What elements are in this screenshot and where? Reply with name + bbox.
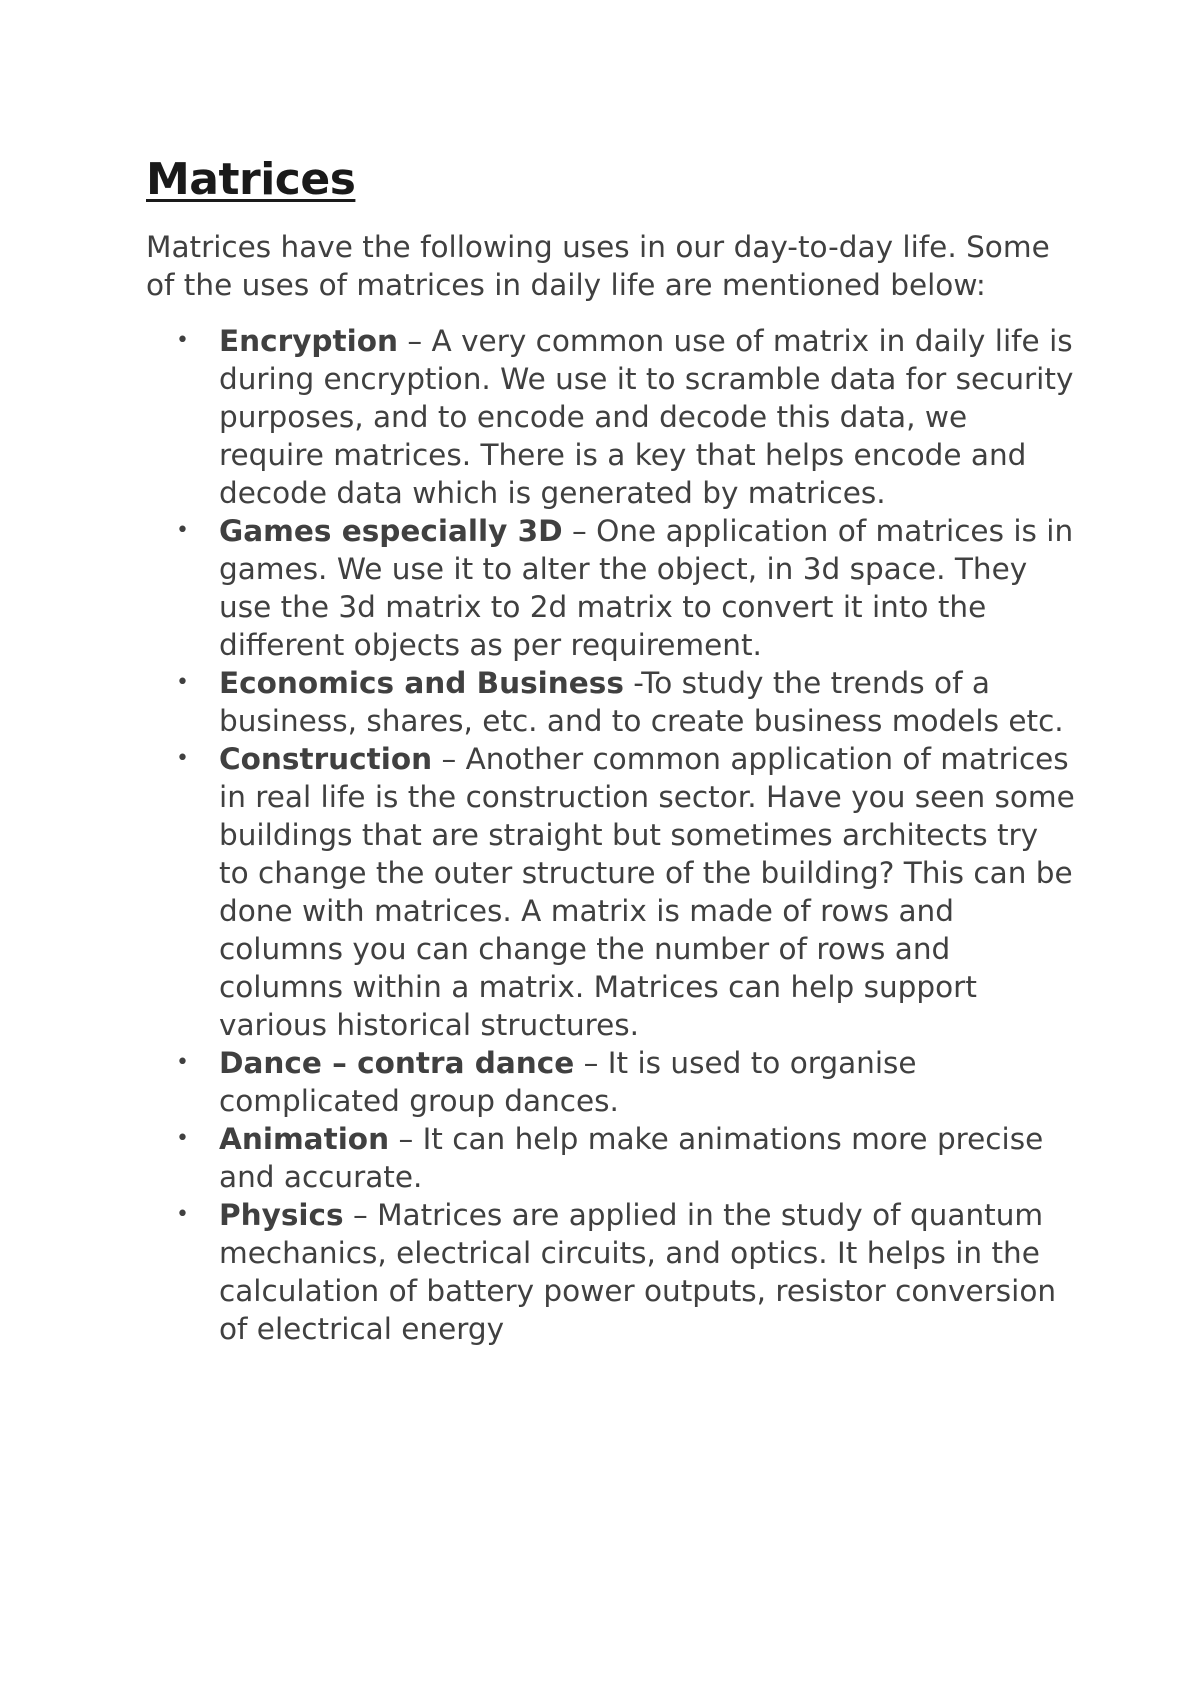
list-item-construction (146, 740, 1076, 1044)
document-page (146, 150, 1076, 1348)
list-item-term: Games especially 3D (219, 514, 563, 548)
intro-paragraph: Matrices have the following uses in our day-to-day life. Some of the uses of matrices in daily life are mentioned below: (146, 230, 1050, 302)
list-item-text: – Matrices are applied in the study of quantum mechanics, electrical circuits, and optics. It helps in the calculation of battery power outputs, resistor conversion of electrical energy (219, 1198, 1057, 1346)
list-item-term: Animation (219, 1122, 390, 1156)
list-item-term: Economics and Business (219, 666, 624, 700)
bullet-icon: • (176, 518, 189, 543)
list-item-term: Encryption (219, 324, 399, 358)
list-item-animation (146, 1120, 1076, 1196)
list-item-games (146, 512, 1076, 664)
list-item-physics (146, 1196, 1076, 1348)
bullet-icon: • (176, 670, 189, 695)
bullet-icon: • (176, 1050, 189, 1075)
list-item-encryption (146, 322, 1076, 512)
list-item-text: – One application of matrices is in games. We use it to alter the object, in 3d space. They use the 3d matrix to 2d matrix to convert it into the different objects as per requirement. (219, 514, 1074, 662)
list-item-term: Physics (219, 1198, 344, 1232)
list-item-economics (146, 664, 1076, 740)
list-item-term: Construction (219, 742, 433, 776)
list-item-text: – It is used to organise complicated group dances. (219, 1046, 917, 1118)
uses-list (146, 322, 1076, 1348)
list-item-text: – It can help make animations more precise and accurate. (219, 1122, 1044, 1194)
list-item-text: -To study the trends of a business, shares, etc. and to create business models etc. (219, 666, 1064, 738)
page-title: Matrices (146, 154, 356, 205)
bullet-icon: • (176, 746, 189, 771)
bullet-icon: • (176, 1126, 189, 1151)
list-item-text: – Another common application of matrices in real life is the construction sector. Have you seen some buildings that are straight but sometimes architects try to change the outer structure of the building? This can be done with matrices. A matrix is made of rows and columns you can change the number of rows and columns within a matrix. Matrices can help support various historical structures. (219, 742, 1075, 1042)
list-item-dance (146, 1044, 1076, 1120)
list-item-text: – A very common use of matrix in daily life is during encryption. We use it to scramble data for security purposes, and to encode and decode this data, we require matrices. There is a key that helps encode and decode data which is generated by matrices. (219, 324, 1074, 510)
list-item-term: Dance – contra dance (219, 1046, 575, 1080)
bullet-icon: • (176, 328, 189, 353)
bullet-icon: • (176, 1202, 189, 1227)
